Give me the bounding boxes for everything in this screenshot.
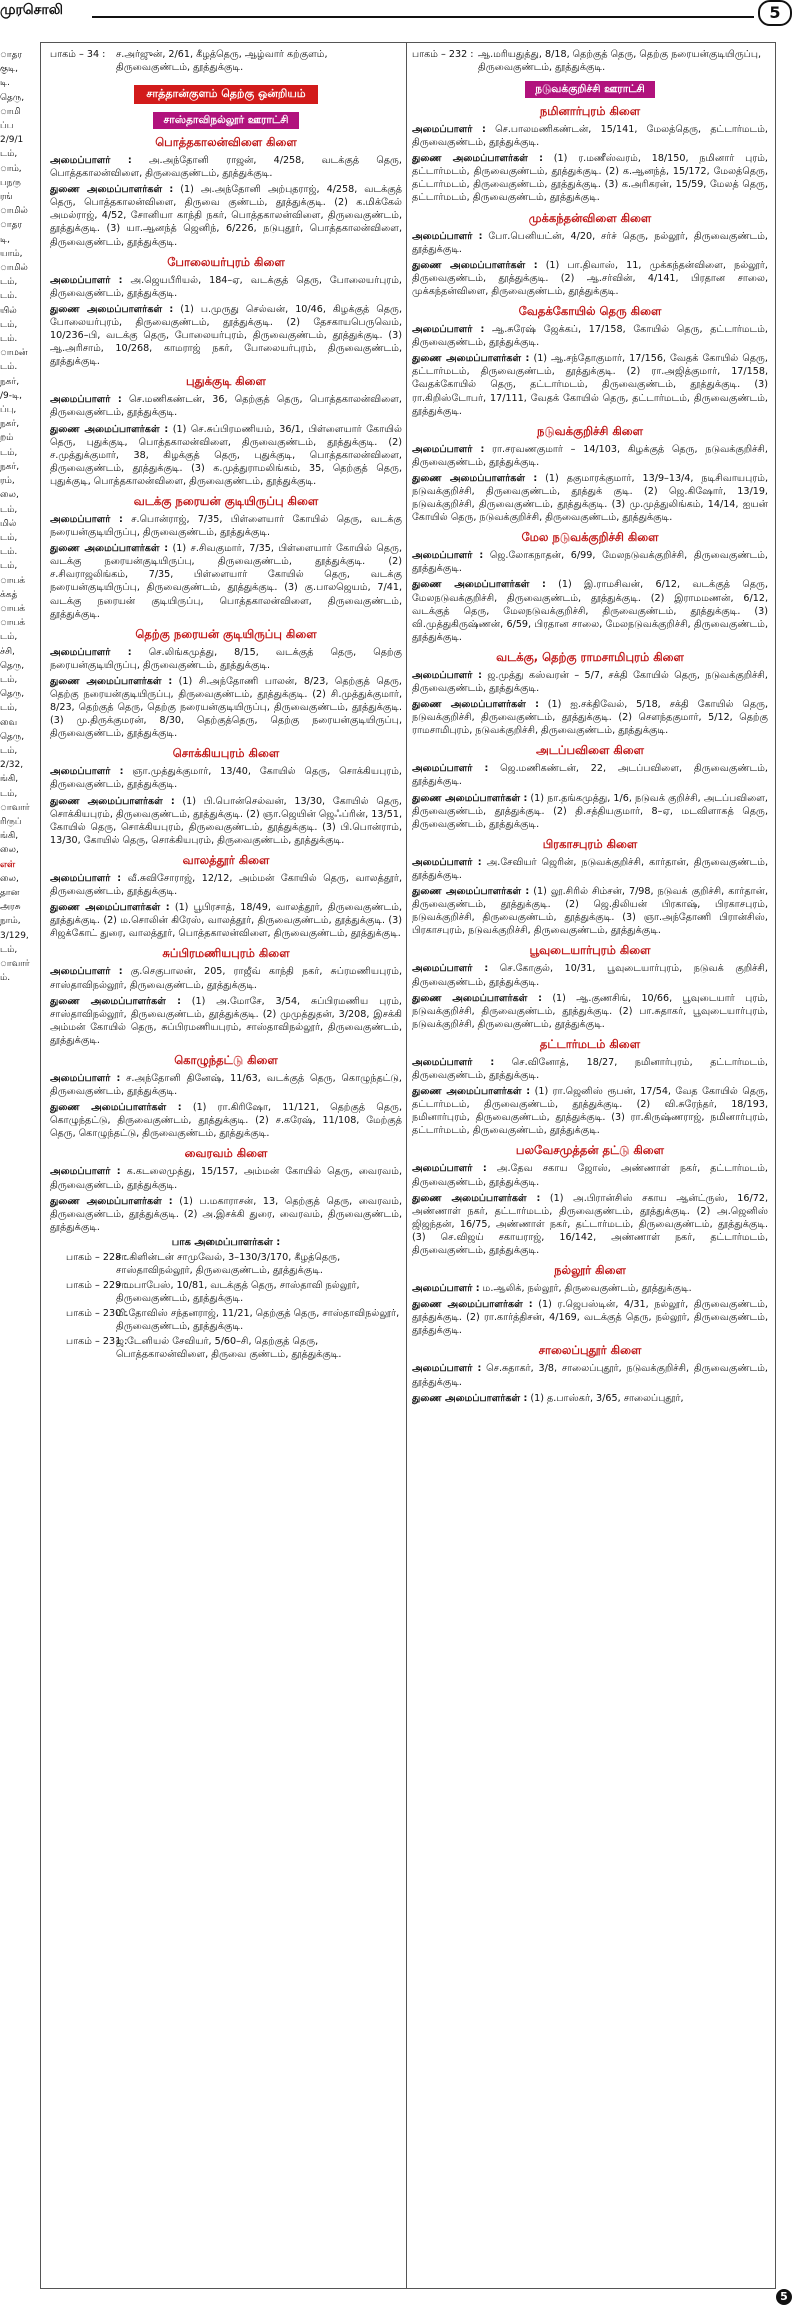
branch-secretary [412, 1362, 768, 1388]
cropped-text-fragment: தெரு, [0, 731, 25, 742]
cropped-text-fragment: ரிருப் [0, 816, 22, 827]
cropped-text-fragment: டம். [0, 291, 18, 302]
deputies-label: துணை அமைப்பாளர்கள் : [50, 184, 174, 196]
cropped-text-fragment: பநரு [0, 177, 21, 188]
cropped-text-fragment: டம், [0, 149, 18, 160]
cropped-text-fragment: டி. [0, 78, 11, 89]
branch-deputies [50, 675, 402, 740]
deputies-label: துணை அமைப்பாளர்கள் : [412, 353, 530, 365]
cropped-text-fragment: நாம், [0, 916, 21, 927]
secretary-details: செ.சுதாகர், 3/8, சாலைப்புதூர், நடுவக்குறிச்சி, திருவைகுண்டம், தூத்துக்குடி. [412, 1363, 768, 1388]
cropped-text-fragment: ாயக் [0, 618, 26, 629]
branch-secretary [412, 856, 768, 882]
cropped-text-fragment: லை, [0, 873, 19, 884]
deputies-details: (1) பா.திவாஸ், 11, முக்கந்தன்விளை, நல்லூர், திருவைகுண்டம், தூத்துக்குடி. (2) ஆ.சர்வின், 4/141, பிரதான சாலை, முக்கந்தன்விளை, திருவைகுண்டம், தூத்துக்குடி. [412, 259, 768, 297]
column-divider [406, 42, 407, 2289]
left-cropped-column [0, 48, 34, 2289]
cropped-text-fragment: லை, [0, 845, 19, 856]
branch-title: நல்லூர் கிளை [554, 1263, 626, 1278]
branch-secretary [412, 443, 768, 469]
secretary-label: அமைப்பாளர் : [50, 766, 124, 778]
secretary-details: செ.பாலமணிகண்டன், 15/141, மேலத்தெரு, தட்டார்மடம், திருவைகுண்டம், தூத்துக்குடி. [412, 124, 768, 149]
cropped-text-fragment: டம், [0, 277, 18, 288]
deputies-label: துணை அமைப்பாளர்கள் : [412, 1086, 531, 1098]
branch-deputies [50, 1101, 402, 1140]
branch-deputies [412, 352, 768, 417]
branch-title: முக்கந்தன்விளை கிளை [528, 210, 652, 225]
branch-title: சுப்பிரமணியபுரம் கிளை [162, 946, 290, 961]
branch-secretary [412, 669, 768, 695]
cropped-text-fragment: நகர், [0, 376, 20, 387]
branch-section [50, 374, 402, 488]
secretary-label: அமைப்பாளர் : [50, 646, 132, 658]
booth-text: சாமபாபேஸ், 10/81, வடக்குத் தெரு, சாஸ்தாவி நல்லூர், திருவைகுண்டம், தூத்துக்குடி. [116, 1279, 360, 1304]
branch-deputies [50, 423, 402, 488]
secretary-label: அமைப்பாளர் : [412, 124, 486, 135]
cropped-text-fragment: வை [0, 717, 18, 728]
secretary-details: ஜெ.லோகநாதன், 6/99, மேலநடுவக்குறிச்சி, திருவைகுண்டம், தூத்துக்குடி. [412, 550, 768, 575]
deputies-details: (1) ஆ.குணசிங், 10/66, பூவுடையார் புரம், நடுவக்குறிச்சி, திருவைகுண்டம், தூத்துக்குடி. (2) பா.சுதாகர், பூவுடையார்புரம், நடுவக்குறிச்சி, திருவைகுண்டம், தூத்துக்குடி. [412, 992, 768, 1030]
branch-section [412, 211, 768, 298]
branch-title: வடக்கு நரையன் குடியிருப்பு கிளை [133, 493, 319, 508]
branch-secretary [50, 154, 402, 180]
deputies-label: துணை அமைப்பாளர்கள் : [412, 259, 538, 271]
cropped-text-fragment: டம், [0, 447, 18, 458]
secretary-details: கு.செகுபாலன், 205, ராஜீவ் காந்தி நகர், சுப்ரமணியபுரம், சாஸ்தாவிநல்லூர், திருவைகுண்டம், தூத்துக்குடி. [50, 966, 402, 991]
branch-deputies [50, 1195, 402, 1234]
branch-title: பலவேசமுத்தன் தட்டு கிளை [515, 1143, 665, 1158]
branch-title: கொழுந்தட்டு கிளை [174, 1052, 278, 1067]
branch-secretary [50, 1072, 402, 1098]
booth-label: பாகம் – 34 : [50, 49, 106, 60]
secretary-label: அமைப்பாளர் : [412, 1363, 482, 1375]
secretary-details: ஜெ.மணிகண்டன், 22, அடப்பவிளை, திருவைகுண்டம், தூத்துக்குடி. [412, 763, 768, 788]
deputies-details: (1) ரா.ஜெனிஸ் ரூபன், 17/54, வேத கோயில் தெரு, தட்டார்மடம், திருவைகுண்டம், தூத்துக்குடி. (2) வி.சுரேந்தர், 18/193, நமினார்புரம், திருவைகுண்டம், தூத்துக்குடி. (3) ரா.கிருஷ்ணராஜ், நமினார்புரம், தட்டார்மடம், திருவைகுண்டம், தூத்துக்குடி. [412, 1086, 768, 1137]
branch-deputies [412, 259, 768, 298]
deputies-details: (1) அ.பிரான்சிஸ் சகாய ஆன்ட்ருஸ், 16/72, அண்ணாள் நகர், தட்டார்மடம், திருவைகுண்டம், தூத்துக்குடி. (2) அ.ஜெனிஸ் ஜிஜந்தன், 16/75, அண்ணாள் நகர், தட்டார்மடம், திருவைகுண்டம், தூத்துக்குடி. (3) செ.விஜய் சகாயராஜ், 16/142, அண்ணாள் நகர், தட்டார்மடம், திருவைகுண்டம், தூத்துக்குடி. [412, 1192, 768, 1256]
masthead [0, 0, 800, 24]
booth-text: சா.கிளின்டன் சாமுவேல், 3–130/3/170, கீழத்தெரு, சாஸ்தாவிநல்லூர், திருவைகுண்டம், தூத்துக்குடி. [116, 1251, 341, 1276]
cropped-text-fragment: ச்சி, [0, 646, 15, 657]
branch-title: வடக்கு, தெற்கு ராமசாமிபுரம் கிளை [496, 649, 684, 664]
panchayat-title: நடுவக்குறிச்சி ஊராட்சி [525, 81, 655, 98]
branch-section [50, 494, 402, 621]
secretary-label: அமைப்பாளர் : [50, 1166, 121, 1178]
branch-title: வேதக்கோயில் தெரு கிளை [518, 304, 662, 319]
branch-title: பூவுடையார்புரம் கிளை [529, 943, 651, 958]
deputies-details: (1) ர.ஜெபஸ்டின், 4/31, நல்லூர், திருவைகுண்டம், தூத்துக்குடி. (2) ரா.கார்த்திசன், 4/169, வடக்குத் தெரு, நல்லூர், திருவைகுண்டம், தூத்துக்குடி. [412, 1299, 768, 1337]
branch-section [412, 304, 768, 418]
branch-secretary [50, 274, 402, 300]
deputies-label: துணை அமைப்பாளர்கள் : [50, 543, 169, 555]
secretary-details: ச.அந்தோனி தினேஷ், 11/63, வடக்குத் தெரு, கொழுந்தட்டு, திருவைகுண்டம், தூத்துக்குடி. [50, 1072, 402, 1098]
branch-section [412, 1037, 768, 1138]
branch-title: பிரகாசபுரம் கிளை [542, 836, 638, 851]
cropped-text-fragment: ப்பு, [0, 405, 17, 416]
masthead-rule [92, 16, 754, 18]
branch-deputies [412, 578, 768, 643]
secretary-label: அமைப்பாளர் : [412, 763, 489, 775]
branch-section [50, 746, 402, 847]
deputies-label: துணை அமைப்பாளர்கள் : [412, 472, 538, 484]
deputies-details: (1) ப.மகாராசன், 13, தெற்குத் தெரு, வைரவம், திருவைகுண்டம், தூத்துக்குடி. (2) அ.இசக்கி துரை, வைரவம், திருவைகுண்டம், தூத்துக்குடி. [50, 1195, 402, 1233]
branch-deputies [412, 698, 768, 737]
cropped-text-fragment: 2/32, [0, 760, 24, 771]
booth-label: பாகம் – 228 : [66, 1251, 128, 1263]
cropped-text-fragment: ாமன் [0, 348, 28, 359]
deputies-label: துணை அமைப்பாளர்கள் : [412, 992, 542, 1004]
branch-deputies [412, 792, 768, 831]
branch-secretary [50, 965, 402, 991]
branch-title: நமினார்புரம் கிளை [539, 104, 641, 118]
secretary-details: ஞா.முத்துக்குமார், 13/40, கோயில் தெரு, சொக்கியபுரம், திருவைகுண்டம், தூத்துக்குடி. [50, 766, 402, 791]
secretary-label: அமைப்பாளர் : [412, 443, 485, 455]
secretary-details: செ.லிங்கமுத்து, 8/15, வடக்குத் தெரு, தெற்கு நரையன்குடியிருப்பு, திருவைகுண்டம், தூத்துக்குடி. [50, 646, 402, 671]
deputies-details: (1) ஐ.சக்திவேல், 5/18, சக்தி கோயில் தெரு, நடுவக்குறிச்சி, திருவைகுண்டம், தூத்துக்குடி. (2) செளந்தகுமார், 5/12, தெற்கு ராமசாமிபுரம், நடுவக்குறிச்சி, திருவைகுண்டம், தூத்துக்குடி. [412, 699, 768, 737]
booth-list [50, 1251, 402, 1361]
secretary-details: அ.தேவ சகாய ஜோஸ், அண்ணாள் நகர், தட்டார்மடம், திருவைகுண்டம், தூத்துக்குடி. [412, 1163, 768, 1188]
deputies-details: (1) அ.அந்தோனி அற்புதராஜ், 4/258, வடக்குத் தெரு, பொத்தகாலன்விளை, திருவை குண்டம், தூத்துக்குடி. (2) க.மிக்கேல் அமல்ராஜ், 4/52, சோனியா காந்தி நகர், பொத்தகாலன்விளை, திருவைகுண்டம், தூத்துக்குடி. (3) யா.ஆனந்த் ஜெனிந், 6/226, நடுபுதூர், பொத்தகாலன்விளை, திருவைகுண்டம், தூத்துக்குடி. [50, 184, 402, 248]
secretary-label: அமைப்பாளர் : [412, 1163, 487, 1175]
cropped-text-fragment: நகர், [0, 419, 20, 430]
booth-text: ச.அர்ஜுன், 2/61, கீழத்தெரு, ஆழ்வார் கற்குளம், திருவைகுண்டம், தூத்துக்குடி. [116, 49, 328, 73]
column-2-intro [412, 48, 768, 74]
booth-label: பாகம் – 230 : [66, 1307, 128, 1319]
secretary-label: அமைப்பாளர் : [50, 966, 123, 978]
deputies-details: (1) பி.பொன்செல்வன், 13/30, கோயில் தெரு, சொக்கியபுரம், திருவைகுண்டம், தூத்துக்குடி. (2) ஞா.ஜெயின் ஜெஃப்ரின், 13/51, கோயில் தெரு, சொக்கியபுரம், திருவைகுண்டம், தூத்துக்குடி. (3) பி.பொன்ராம், 13/30, கோயில் தெரு, சொக்கியபுரம், திருவைகுண்டம், தூத்துக்குடி. [50, 795, 402, 846]
deputies-label: துணை அமைப்பாளர்கள் : [412, 153, 543, 165]
deputies-label: துணை அமைப்பாளர்கள் : [50, 795, 175, 807]
union-banner [50, 82, 402, 104]
deputies-details: (1) ர.மணீஸ்வரம், 18/150, நமினார் புரம், தட்டார்மடம், திருவைகுண்டம், தூத்துக்குடி. (2) க.ஆனந்த், 15/172, மேலத்தெரு, தட்டார்மடம், திருவைகுண்டம், தூத்துக்குடி. (3) க.அரிகரன், 15/59, மேலத் தெரு, தட்டார்மடம், திருவைகுண்டம், தூத்துக்குடி. [412, 153, 768, 204]
branch-deputies [412, 152, 768, 204]
branch-secretary [412, 323, 768, 349]
panchayat-banner [412, 77, 768, 98]
panchayat-title: சாஸ்தாவிநல்லூர் ஊராட்சி [153, 112, 298, 129]
deputies-details: (1) பூபிரசாத், 18/49, வாலத்தூர், திருவைகுண்டம், தூத்துக்குடி. (2) ம.சொலின் கிரேஸ், வாலத்தூர், திருவைகுண்டம், தூத்துக்குடி. (3) சிஜக்கோட் துரை, வாலத்தூர், பொத்தகாலன்விளை, திருவைகுண்டம், தூத்துக்குடி. [50, 902, 402, 940]
branch-secretary [412, 230, 768, 256]
secretary-label: அமைப்பாளர் : [412, 230, 483, 242]
deputies-label: துணை அமைப்பாளர்கள் : [412, 579, 546, 591]
column-1-intro [50, 48, 402, 74]
deputies-details: (1) ப.முருது செல்வன், 10/46, கிழக்குத் தெரு, போலையர்புரம், திருவைகுண்டம், தூத்துக்குடி. (2) தேசகாயபெருவெம், 10/236–பி, வடக்கு தெரு, போலையர்புரம், திருவைகுண்டம், தூத்துக்குடி. (3) ஆ.அரிசாம், 10/268, காமராஜ் நகர், போலையர்புரம், திருவைகுண்டம், தூத்துக்குடி. [50, 303, 402, 368]
secretary-details: க.கடலைமுத்து, 15/157, அம்மன் கோயில் தெரு, வைரவம், திருவைகுண்டம், தூத்துக்குடி. [50, 1166, 402, 1191]
secretary-label: அமைப்பாளர் : [412, 1283, 480, 1295]
secretary-label: அமைப்பாளர் : [50, 513, 123, 525]
deputies-label: துணை அமைப்பாளர்கள் : [412, 1392, 528, 1404]
cropped-text-fragment: றம் [0, 433, 14, 444]
cropped-text-fragment: குடி, [0, 64, 18, 75]
branch-deputies [412, 472, 768, 524]
booth-text: மி.தோவிஸ் சந்தனராஜ், 11/21, தெற்குத் தெரு, சாஸ்தாவிநல்லூர், திருவைகுண்டம், தூத்துக்குடி. [116, 1307, 400, 1332]
branch-section [412, 837, 768, 938]
booth-entry [50, 1251, 402, 1277]
booth-heading: பாக அமைப்பாளர்கள் : [171, 1236, 281, 1248]
branch-section [50, 255, 402, 369]
cropped-text-fragment: டம், [0, 561, 18, 572]
column-2-branches [412, 104, 768, 1405]
branch-deputies [50, 303, 402, 368]
deputies-label: துணை அமைப்பாளர்கள் : [412, 1299, 533, 1311]
cropped-text-fragment: டம், [0, 788, 18, 799]
branch-title: அடப்பவிளை கிளை [535, 743, 645, 758]
deputies-details: (1) லூ.சிரில் சிம்சன், 7/98, நடுவக் குறிச்சி, கார்தான், திருவைகுண்டம், தூத்துக்குடி. (2) ஜெ.திலியன் பிரகாஷ், பிரகாசபுரம், நடுவக்குறிச்சி, திருவைகுண்டம், தூத்துக்குடி. (3) ஞா.அந்தோணி பிரான்சிஸ், பிரகாசபுரம், நடுவக்குறிச்சி, திருவைகுண்டம், தூத்துக்குடி. [412, 886, 768, 937]
secretary-details: ரா.சரவணகுமார் – 14/103, கிழக்குத் தெரு, நடுவக்குறிச்சி, திருவைகுண்டம், தூத்துக்குடி. [412, 443, 768, 468]
secretary-details: அ.ஜெயபீரியல், 184–ஏ, வடக்குத் தெரு, போலையர்புரம், திருவைகுண்டம், தூத்துக்குடி. [50, 274, 402, 299]
booth-label: பாகம் – 231 : [66, 1335, 128, 1347]
branch-section [50, 1053, 402, 1140]
branch-deputies [412, 992, 768, 1031]
deputies-label: துணை அமைப்பாளர்கள் : [412, 699, 539, 711]
branch-secretary [50, 393, 402, 419]
secretary-label: அமைப்பாளர் : [412, 550, 484, 562]
branch-secretary [412, 1282, 768, 1295]
cropped-text-fragment: டம், [0, 674, 18, 685]
branch-section [412, 743, 768, 830]
cropped-text-fragment: ாதர [0, 220, 23, 231]
branch-deputies [412, 1298, 768, 1337]
branch-section [412, 1143, 768, 1257]
branch-title: புதுக்குடி கிளை [186, 374, 266, 389]
column-2 [412, 48, 768, 2289]
branch-secretary [412, 123, 768, 149]
cropped-text-fragment: க்கத் [0, 589, 18, 600]
cropped-text-fragment: டம். [0, 547, 18, 558]
branch-section [412, 1343, 768, 1404]
cropped-text-fragment: ங்கி, [0, 774, 19, 785]
secretary-label: அமைப்பாளர் : [412, 324, 485, 336]
deputies-details: (1) செ.சுப்பிரமணியம், 36/1, பிள்ளையார் கோயில் தெரு, புதுக்குடி, பொத்தகாலன்விளை, திருவைகுண்டம், தூத்துக்குடி. (2) ச.முத்துக்குமார், 38, கிழக்குத் தெரு, புதுக்குடி, பொத்தகாலன்விளை, திருவைகுண்டம், தூத்துக்குடி. (3) க.முத்துராமலிங்கம், 35, தெற்குத் தெரு, புதுக்குடி, பொத்தகாலன்விளை, திருவைகுண்டம், தூத்துக்குடி. [50, 423, 402, 487]
secretary-details: செ.கோகுல், 10/31, பூவுடையார்புரம், நடுவக் குறிச்சி, திருவைகுண்டம், தூத்துக்குடி. [412, 963, 768, 988]
branch-section [412, 530, 768, 644]
cropped-text-fragment: டம், [0, 745, 18, 756]
cropped-text-fragment: /9-டி, [0, 390, 23, 401]
secretary-details: ஆ.சுரேஷ் ஜேக்கப், 17/158, கோயில் தெரு, தட்டார்மடம், திருவைகுண்டம், தூத்துக்குடி. [412, 324, 768, 349]
booth-entry [50, 1279, 402, 1305]
cropped-text-fragment: அரசு [0, 902, 21, 913]
branch-deputies [412, 1085, 768, 1137]
branch-title: வைரவம் கிளை [184, 1146, 268, 1161]
cropped-text-fragment: டம், [0, 632, 18, 643]
deputies-label: துணை அமைப்பாளர்கள் : [50, 303, 174, 315]
branch-title: தட்டார்மடம் கிளை [539, 1036, 641, 1051]
secretary-details: ச.பொன்ராஜ், 7/35, பிள்ளையார் கோயில் தெரு, வடக்கு நரையன்குடியிருப்பு, திருவைகுண்டம், தூத்துக்குடி. [50, 513, 402, 539]
branch-secretary [50, 646, 402, 672]
secretary-details: ஜ.முத்து கஸ்வரன் – 5/7, சக்தி கோயில் தெரு, நடுவக்குறிச்சி, திருவைகுண்டம், தூத்துக்குடி. [412, 669, 768, 694]
booth-label: பாகம் – 229 : [66, 1279, 128, 1291]
deputies-details: (1) ரா.கிரிஷோ, 11/121, தெற்குத் தெரு, கொழுந்தட்டு, திருவைகுண்டம், தூத்துக்குடி. (2) ச.கரேஷ், 11/108, மேற்குத் தெரு, கொழுந்தட்டு, திருவைகுண்டம், தூத்துக்குடி. [50, 1102, 402, 1140]
cropped-text-fragment: ரங் [0, 192, 13, 203]
secretary-label: அமைப்பாளர் : [50, 872, 122, 884]
branch-title: சொக்கியபுரம் கிளை [172, 746, 280, 761]
secretary-label: அமைப்பாளர் : [50, 1072, 121, 1084]
secretary-label: அமைப்பாளர் : [50, 155, 132, 166]
page-number-badge: 5 [758, 0, 792, 26]
cropped-text-fragment: தெரு, [0, 92, 25, 103]
deputies-details: (1) ச.சிவகுமார், 7/35, பிள்ளையார் கோயில் தெரு, வடக்கு நரையன்குடியிருப்பு, திருவைகுண்டம், தூத்துக்குடி. (2) ச.சிவராஜலிங்கம், 7/35, பிள்ளையார் கோயில் தெரு, வடக்கு நரையன்குடியிருப்பு, திருவைகுண்டம், தூத்துக்குடி. (3) கு.பாலஜெயம், 7/41, வடக்கு நரையன் குடியிருப்பு, பொத்தகாலன்விளை, திருவைகுண்டம், தூத்துக்குடி. [50, 543, 402, 620]
booth-text: ஆ.மரியதுத்து, 8/18, தெற்குத் தெரு, தெற்கு நரையன்குடியிருப்பு, திருவைகுண்டம், தூத்துக்குடி. [478, 49, 762, 73]
branch-deputies [412, 1192, 768, 1257]
secretary-label: அமைப்பாளர் : [412, 963, 489, 975]
cropped-text-fragment: ாமில் [0, 206, 28, 217]
deputies-label: துணை அமைப்பாளர்கள் : [50, 1195, 173, 1207]
branch-section [412, 943, 768, 1030]
secretary-details: ம.ஆலிக், நல்லூர், திருவைகுண்டம், தூத்துக்குடி. [482, 1283, 692, 1295]
secretary-details: செ.வினோத், 18/27, நமினார்புரம், தட்டார்மடம், திருவைகுண்டம், தூத்துக்குடி. [412, 1056, 768, 1081]
deputies-label: துணை அமைப்பாளர்கள் : [50, 423, 169, 435]
branch-deputies [50, 995, 402, 1047]
secretary-label: அமைப்பாளர் : [412, 856, 482, 868]
secretary-label: அமைப்பாளர் : [412, 1056, 495, 1068]
column-1-branches [50, 135, 402, 1234]
deputies-label: துணை அமைப்பாளர்கள் : [50, 675, 173, 687]
booth-label: பாகம் – 232 : [412, 49, 474, 60]
deputies-label: துணை அமைப்பாளர்கள் : [50, 902, 170, 914]
cropped-text-fragment: யில் [0, 305, 17, 316]
cropped-text-fragment: ாமி [0, 106, 21, 117]
cropped-text-fragment: லை, [0, 490, 19, 501]
secretary-details: அ.அந்தோனி ராஜன், 4/258, வடக்குத் தெரு, பொத்தகாலன்விளை, திருவைகுண்டம், தூத்துக்குடி. [50, 155, 402, 180]
cropped-text-fragment: டம், [0, 944, 18, 955]
cropped-text-fragment: ாவார் [0, 959, 30, 969]
branch-secretary [412, 762, 768, 788]
deputies-details: (1) நா.தங்கமுத்து, 1/6, நடுவக் குறிச்சி, அடப்பவிளை, திருவைகுண்டம், தூத்துக்குடி. (2) தி.சத்தியகுமார், 8–ஏ, மடவிளாகத் தெரு, திருவைகுண்டம், தூத்துக்குடி. [412, 792, 768, 830]
branch-title: நடுவக்குறிச்சி கிளை [536, 423, 644, 438]
cropped-text-fragment: ாயக் [0, 575, 26, 586]
secretary-details: வீ.சுவிசோராஜ், 12/12, அம்மன் கோயில் தெரு, வாலத்தூர், திருவைகுண்டம், தூத்துக்குடி. [50, 872, 402, 898]
cropped-text-fragment: ம். [0, 973, 11, 984]
deputies-details: (1) சி.அந்தோணி பாலன், 8/23, தெற்குத் தெரு, தெற்கு நரையன்குடியிருப்பு, திருவைகுண்டம், தூத்துக்குடி. (2) சி.முத்துக்குமார், 8/23, தெற்குத் தெரு, தெற்கு நரையன்குடியிருப்பு, திருவைகுண்டம், தூத்துக்குடி. (3) மு.திருக்குமரன், 8/30, தெற்குத்தெரு, தெற்கு நரையன்குடியிருப்பு, திருவைகுண்டம், தூத்துக்குடி. [50, 675, 402, 740]
cropped-text-fragment: தெரு, [0, 689, 25, 700]
branch-section [50, 946, 402, 1047]
branch-title: மேல நடுவக்குறிச்சி கிளை [521, 530, 659, 545]
branch-section [412, 1263, 768, 1337]
branch-deputies [412, 1392, 768, 1405]
deputies-label: துணை அமைப்பாளர்கள் : [412, 886, 530, 898]
branch-secretary [412, 1056, 768, 1082]
booth-entry [50, 48, 402, 74]
cropped-text-fragment: ரம், [0, 476, 15, 487]
secretary-details: செ.மணிகண்டன், 36, தெற்குத் தெரு, பொத்தகாலன்விளை, திருவைகுண்டம், தூத்துக்குடி. [50, 394, 402, 419]
cropped-text-fragment: ாமில் [0, 263, 28, 274]
deputies-label: துணை அமைப்பாளர்கள் : [50, 1102, 182, 1114]
cropped-text-fragment: மில் [0, 518, 17, 529]
branch-deputies [50, 901, 402, 940]
cropped-text-fragment: ாம், [0, 163, 22, 174]
branch-title: சாலைப்புதூர் கிளை [538, 1343, 642, 1358]
deputies-details: (1) இ.ராமசிவன், 6/12, வடக்குத் தெரு, மேலநடுவக்குறிச்சி, திருவைகுண்டம், தூத்துக்குடி. (2) இராமமணன், 6/12, வடக்குத் தெரு, மேலநடுவக்குறிச்சி, திருவைகுண்டம், தூத்துக்குடி. (3) வி.முத்துகிருஷ்ணன், 6/59, பிரதான சாலை, மேலநடுவக்குறிச்சி, திருவைகுண்டம், தூத்துக்குடி. [412, 579, 768, 643]
cropped-text-fragment: எள் [0, 859, 16, 870]
cropped-text-fragment: டி, [0, 234, 11, 245]
cropped-text-fragment: ப்ப [0, 121, 14, 132]
branch-section [50, 627, 402, 741]
branch-secretary [50, 1165, 402, 1191]
cropped-text-fragment: ாயக் [0, 603, 26, 614]
branch-title: பொத்தகாலன்விளை கிளை [155, 135, 297, 149]
cropped-text-fragment: ங்கி, [0, 831, 19, 842]
deputies-details: (1) த.பாஸ்கர், 3/65, சாலைப்புதூர், [530, 1392, 684, 1404]
branch-section [50, 1146, 402, 1233]
branch-secretary [412, 962, 768, 988]
union-title: சாத்தான்குளம் தெற்கு ஒன்றியம் [134, 85, 317, 104]
cropped-text-fragment: டம், [0, 532, 18, 543]
cropped-text-fragment: டம். [0, 362, 18, 373]
branch-secretary [50, 872, 402, 898]
secretary-label: அமைப்பாளர் : [50, 394, 122, 406]
secretary-label: அமைப்பாளர் : [50, 274, 123, 286]
branch-secretary [50, 765, 402, 791]
branch-section [50, 135, 402, 249]
secretary-details: அ.சேவியர் ஜெரின், நடுவக்குறிச்சி, கார்தான், திருவைகுண்டம், தூத்துக்குடி. [412, 856, 768, 881]
column-1 [50, 48, 402, 2289]
panchayat-banner [50, 108, 402, 129]
publication-name: முரசொலி [0, 2, 63, 18]
branch-secretary [412, 549, 768, 575]
branch-deputies [412, 885, 768, 937]
booth-entry [50, 1307, 402, 1333]
booth-entry [412, 48, 768, 74]
cropped-text-fragment: ாவார் [0, 802, 30, 813]
branch-section [50, 853, 402, 940]
branch-title: வாலத்தூர் கிளை [182, 852, 270, 867]
cropped-text-fragment: டம், [0, 319, 18, 330]
cropped-text-fragment: டம், [0, 703, 18, 714]
deputies-details: (1) ஆ.சந்தோகுமார், 17/156, வேதக் கோயில் தெரு, தட்டார்மடம், திருவைகுண்டம், தூத்துக்குடி. (2) ரா.அஜித்குமார், 17/158, வேதக்கோயில் தெரு, தட்டார்மடம், திருவைகுண்டம், தூத்துக்குடி. (3) ரா.கிறிஸ்டோபர், 17/111, வேதக் கோயில் தெரு, தட்டார்மடம், திருவைகுண்டம், தூத்துக்குடி. [412, 353, 768, 417]
branch-section [412, 104, 768, 205]
branch-secretary [412, 1162, 768, 1188]
cropped-text-fragment: நகர், [0, 461, 20, 472]
deputies-label: துணை அமைப்பாளர்கள் : [412, 1192, 541, 1204]
deputies-details: (1) தகுமாரக்குமார், 13/9–13/4, நடிசிவாயபுரம், நடுவக்குறிச்சி, திருவைகுண்டம், தூத்துக் குடி. (2) ஜெ.கிஷோர், 13/19, நடுவக்குறிச்சி, திருவைகுண்டம், தூத்துக்குடி. (3) மு.முத்துலிங்கம், 14/14, ஐயன் கோயில் தெரு, நடுவக்குறிச்சி, திருவைகுண்டம், தூத்துக்குடி. [412, 472, 768, 524]
cropped-text-fragment: டம். [0, 334, 18, 345]
booth-text: ஜ.டேனியல் சேவியர், 5/60–சி, தெற்குத் தெரு, பொத்தகாலன்விளை, திருவை குண்டம், தூத்துக்குடி. [116, 1335, 342, 1360]
branch-section [412, 424, 768, 525]
branch-title: தெற்கு நரையன் குடியிருப்பு கிளை [135, 626, 317, 641]
cropped-text-fragment: டம், [0, 504, 18, 515]
branch-deputies [50, 183, 402, 248]
branch-section [412, 650, 768, 737]
secretary-label: அமைப்பாளர் : [412, 669, 482, 681]
cropped-text-fragment: ாதர [0, 50, 23, 60]
cropped-text-fragment: தெரு, [0, 660, 25, 671]
branch-deputies [50, 542, 402, 621]
branch-title: போலையர்புரம் கிளை [167, 254, 285, 269]
secretary-details: போ.பெனியட்ன், 4/20, சர்ச் தெரு, நல்லூர், திருவைகுண்டம், தூத்துக்குடி. [412, 230, 768, 255]
deputies-label: துணை அமைப்பாளர்கள் : [412, 792, 528, 804]
cropped-text-fragment: 2/9/1 [0, 135, 24, 146]
cropped-text-fragment: 3/129, [0, 930, 29, 941]
branch-deputies [50, 795, 402, 847]
deputies-label: துணை அமைப்பாளர்கள் : [50, 995, 181, 1007]
branch-secretary [50, 513, 402, 539]
cropped-text-fragment: தான [0, 887, 20, 898]
page-number-footer: 5 [776, 2289, 792, 2305]
deputies-details: (1) அ.மோசே, 3/54, சுப்பிரமணிய புரம், சாஸ்தாவிநல்லூர், திருவைகுண்டம், தூத்துக்குடி. (2) முமுத்துதன், 3/208, இசக்கி அம்மன் கோயில் தெரு, சுப்பிரமணியபுரம், சாஸ்தாவிநல்லூர், திருவைகுண்டம், தூத்துக்குடி. [50, 995, 402, 1046]
booth-entry [50, 1335, 402, 1361]
cropped-text-fragment: யாம், [0, 248, 23, 259]
